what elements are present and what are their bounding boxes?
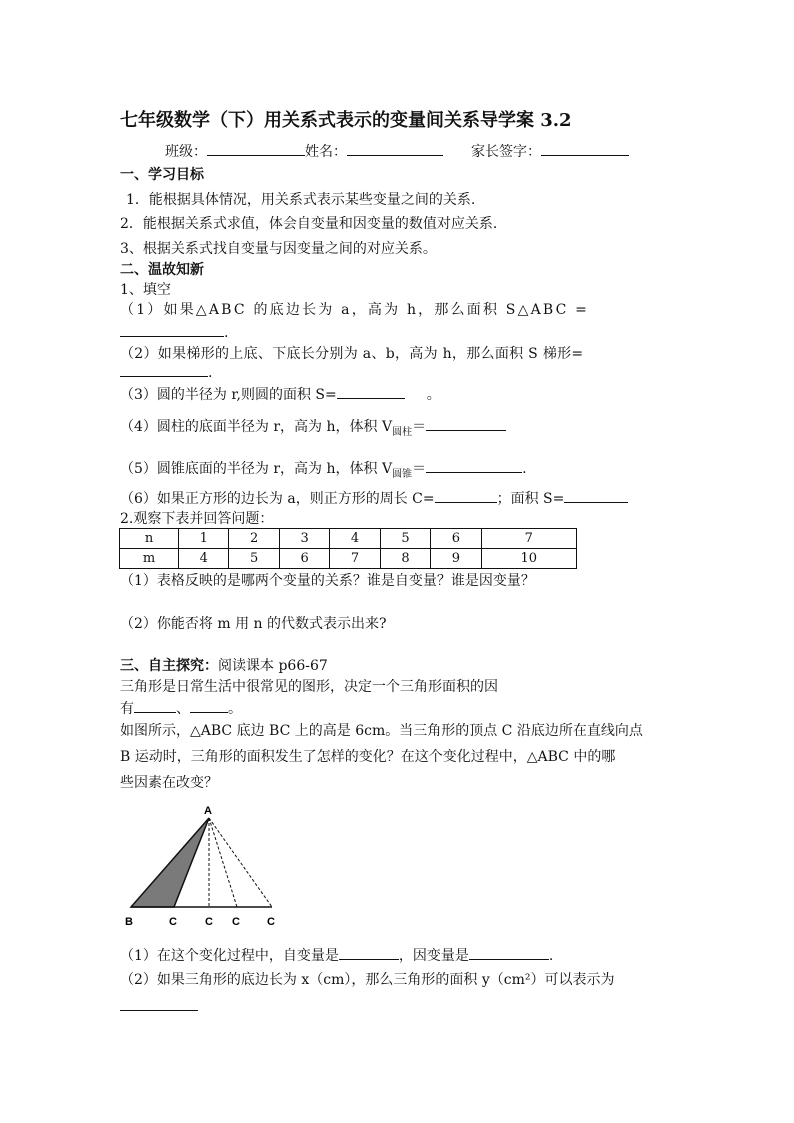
table-cell: 7: [481, 529, 576, 549]
answer-blank[interactable]: [564, 488, 628, 503]
table-row: [120, 549, 577, 569]
table-question-1: （1）表格反映的是哪两个变量的关系？谁是自变量？谁是因变量？: [120, 573, 535, 589]
answer-blank[interactable]: [134, 698, 176, 713]
table-cell: 5: [380, 529, 430, 549]
observe-table-title: 2.观察下表并回答问题：: [120, 511, 274, 527]
question-4: （4）圆柱的底面半径为 r，高为 h，体积 $V_{圆柱}=$: [120, 416, 506, 442]
question-1-answer: .: [120, 322, 228, 342]
page-title: 七年级数学（下）用关系式表示的变量间关系导学案 3.2: [120, 110, 572, 131]
table-cell: 7: [330, 549, 380, 569]
question-2: （2）如果梯形的上底、下底长分别为 a、b，高为 h，那么面积 S 梯形=: [120, 346, 584, 362]
dashed-side: [209, 818, 237, 907]
question-2-answer: .: [120, 362, 212, 382]
question-1: （1）如果△ABC 的底边长为 a，高为 h，那么面积 S△ABC =: [120, 302, 590, 318]
answer-blank[interactable]: [469, 945, 549, 960]
table-cell: 4: [330, 529, 380, 549]
class-blank[interactable]: [207, 141, 305, 156]
table-question-2: （2）你能否将 m 用 n 的代数式表示出来?: [120, 616, 387, 632]
class-label: 班级：: [165, 144, 207, 160]
reading-note: 阅读课本 p66-67: [218, 658, 328, 674]
fill-title: 1、填空: [120, 282, 171, 298]
table-row: [120, 529, 577, 549]
answer-blank[interactable]: [426, 458, 522, 473]
table-cell: n: [120, 529, 179, 549]
answer-blank[interactable]: [339, 945, 399, 960]
table-cell: 9: [431, 549, 481, 569]
answer-blank[interactable]: [120, 362, 208, 377]
explore-question-2-answer: [120, 996, 198, 1016]
triangle-figure: [120, 800, 290, 932]
observation-table: [119, 528, 577, 569]
table-cell: 3: [279, 529, 329, 549]
parent-signature-label: 家长签字：: [471, 144, 541, 160]
vertex-label-c: C: [232, 916, 240, 928]
vertex-label-c: C: [169, 916, 177, 928]
table-cell: 10: [481, 549, 576, 569]
vertex-label-a: A: [204, 805, 212, 817]
answer-blank[interactable]: [337, 384, 405, 399]
answer-blank[interactable]: [190, 698, 228, 713]
question-3: （3）圆的半径为 r,则圆的面积 S= 。: [120, 384, 441, 404]
table-cell: 8: [380, 549, 430, 569]
explore-question-1: （1）在这个变化过程中，自变量是 ，因变量是 .: [120, 945, 553, 965]
shaded-triangle: [131, 818, 209, 907]
table-cell: m: [120, 549, 179, 569]
explore-paragraph-line-2: 有 、 。: [120, 698, 242, 718]
answer-blank[interactable]: [120, 322, 224, 337]
dashed-side: [209, 818, 272, 907]
table-cell: 5: [229, 549, 279, 569]
answer-blank[interactable]: [426, 416, 506, 431]
section-goals-heading: 一、学习目标: [120, 167, 204, 183]
table-cell: 4: [179, 549, 229, 569]
table-cell: 1: [179, 529, 229, 549]
explore-paragraph-line-3: 如图所示，△ABC 底边 BC 上的高是 6cm。当三角形的顶点 C 沿底边所在直线向点: [120, 723, 643, 739]
vertex-label-b: B: [125, 916, 133, 928]
explore-question-2: （2）如果三角形的底边长为 x（cm），那么三角形的面积 y（cm²）可以表示为: [120, 972, 615, 988]
question-5: （5）圆锥底面的半径为 r，高为 h，体积 $V_{圆锥}=$ .: [120, 458, 527, 484]
table-cell: 2: [229, 529, 279, 549]
explore-paragraph-line-4: B 运动时，三角形的面积发生了怎样的变化？在这个变化过程中，△ABC 中的哪: [120, 749, 616, 765]
section-explore-heading: 三、自主探究：阅读课本 p66-67: [120, 658, 328, 674]
goal-2: 2．能根据关系式求值，体会自变量和因变量的数值对应关系.: [120, 216, 498, 232]
section-review-heading: 二、温故知新: [120, 262, 204, 278]
explore-paragraph-line-5: 些因素在改变？: [120, 775, 218, 791]
goal-1: 1．能根据具体情况，用关系式表示某些变量之间的关系.: [126, 192, 476, 208]
name-label: 姓名：: [305, 144, 347, 160]
goal-3: 3、根据关系式找自变量与因变量之间的对应关系。: [120, 241, 437, 257]
vertex-label-c: C: [205, 916, 213, 928]
question-6: （6）如果正方形的边长为 a，则正方形的周长 C= ；面积 S=: [120, 488, 628, 508]
answer-blank[interactable]: [120, 996, 198, 1011]
parent-signature-blank[interactable]: [541, 141, 629, 156]
explore-paragraph-line-1: 三角形是日常生活中很常见的图形，决定一个三角形面积的因: [120, 679, 498, 695]
name-blank[interactable]: [347, 141, 443, 156]
table-cell: 6: [279, 549, 329, 569]
vertex-label-c: C: [267, 916, 275, 928]
table-cell: 6: [431, 529, 481, 549]
answer-blank[interactable]: [435, 488, 497, 503]
header-fields: [165, 141, 629, 161]
